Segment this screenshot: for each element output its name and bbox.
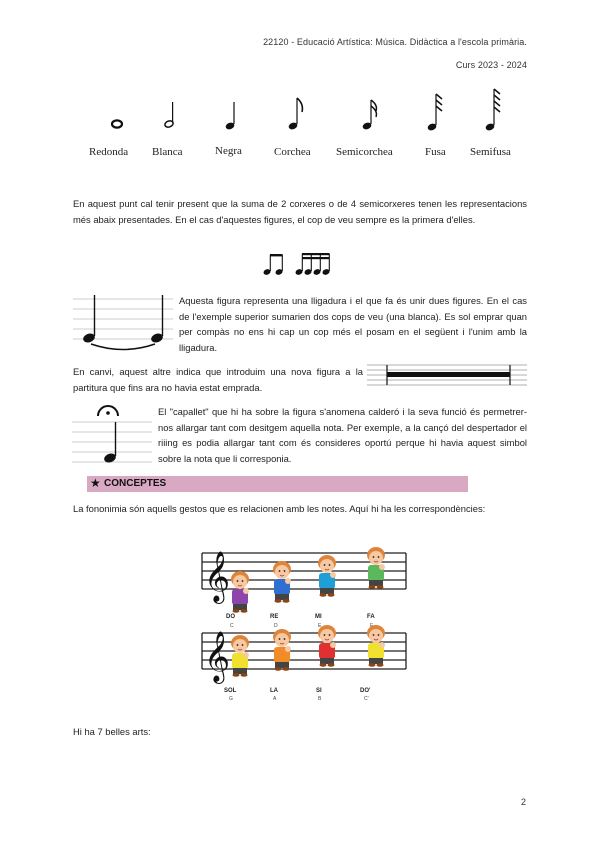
star-icon: ★ — [90, 476, 101, 490]
letter-label-d: D — [274, 623, 278, 629]
label-negra: Negra — [215, 145, 242, 157]
letter-label-g: G — [229, 696, 233, 702]
tie-illustration — [73, 293, 173, 351]
label-semifusa: Semifusa — [470, 146, 511, 158]
fusa-note-icon — [427, 94, 442, 132]
label-redonda: Redonda — [89, 146, 129, 158]
note-label-sol: SOL — [224, 688, 237, 694]
fononimia-row2-labels — [196, 688, 408, 708]
kid-sol-icon — [231, 635, 249, 677]
letter-label-f: F — [370, 623, 374, 629]
letter-label-b: B — [318, 696, 322, 702]
note-label-mi: MI — [315, 614, 322, 620]
note-label-la: LA — [270, 688, 278, 694]
letter-label-e: E — [318, 623, 322, 629]
paragraph-sum-figures: En aquest punt cal tenir present que la suma de 2 corxeres o de 4 semicorxeres tenen les representacions més abaix presentades. En el cas d'aquestes figures, el cop de veu sempre es la primera d'elles. — [73, 198, 527, 225]
corchea-note-icon — [288, 98, 303, 131]
kid-mi-icon — [318, 555, 336, 597]
note-label-fa: FA — [367, 614, 375, 620]
label-fusa: Fusa — [425, 146, 446, 158]
blanca-note-icon — [164, 102, 174, 128]
redonda-note-icon — [112, 120, 122, 127]
semifusa-note-icon — [485, 89, 500, 132]
fononimia-row1-labels — [196, 614, 408, 638]
beamed-notes-illustration — [262, 250, 342, 280]
negra-note-icon — [225, 102, 235, 131]
course-header: 22120 - Educació Artística: Música. Didàctica a l'escola primària. — [263, 37, 527, 47]
kid-fa-icon — [367, 547, 385, 589]
note-figures-illustration — [0, 86, 600, 146]
svg-text:𝄞: 𝄞 — [204, 551, 231, 602]
kid-do-icon — [231, 571, 249, 613]
note-label-do-high: DO' — [360, 688, 371, 694]
paragraph-arts: Hi ha 7 belles arts: — [73, 726, 151, 737]
note-label-si: SI — [316, 688, 322, 694]
label-blanca: Blanca — [152, 146, 183, 158]
svg-text:𝄞: 𝄞 — [204, 631, 231, 682]
paragraph-fononimia: La fononimia són aquells gestos que es relacionen amb les notes. Aquí hi ha les correspondències: — [73, 503, 486, 514]
fermata-illustration — [72, 402, 152, 464]
note-label-re: RE — [270, 614, 279, 620]
kid-re-icon — [273, 561, 291, 603]
paragraph-new-figure: En canvi, aquest altre indica que introduim una nova figura a la partitura que fins ara no havia estat emprada. — [73, 366, 363, 393]
semicorchea-note-icon — [362, 100, 377, 131]
paragraph-fermata: El "capallet" que hi ha sobre la figura s'anomena calderó i la seva funció és permetrer-nos allargar tant com desitgem aquella nota. Per exemple, a la cançó del despertador el riiing es podia allargar tant com és consideres oportú perque hi havia aquest simbol sobre la nota que li corresponia. — [158, 406, 527, 464]
note-label-do: DO — [226, 614, 235, 620]
paragraph-tie: Aquesta figura representa una lligadura i el que fa és unir dues figures. En el cas de l'exemple superior sumarien dos cops de veu (una blanca). Es sol emprar quan per compàs no ens hi cap un cop més el posam en el següent i l'unim amb la lligadura. — [179, 295, 527, 353]
letter-label-a: A — [273, 696, 277, 702]
label-semicorchea: Semicorchea — [336, 146, 393, 158]
letter-label-c: C — [230, 623, 234, 629]
letter-label-c-high: C' — [364, 696, 369, 702]
multirest-illustration — [367, 361, 527, 391]
year-header: Curs 2023 - 2024 — [455, 60, 527, 70]
page-number: 2 — [521, 797, 527, 807]
section-title: CONCEPTES — [104, 478, 167, 489]
label-corchea: Corchea — [274, 146, 311, 158]
